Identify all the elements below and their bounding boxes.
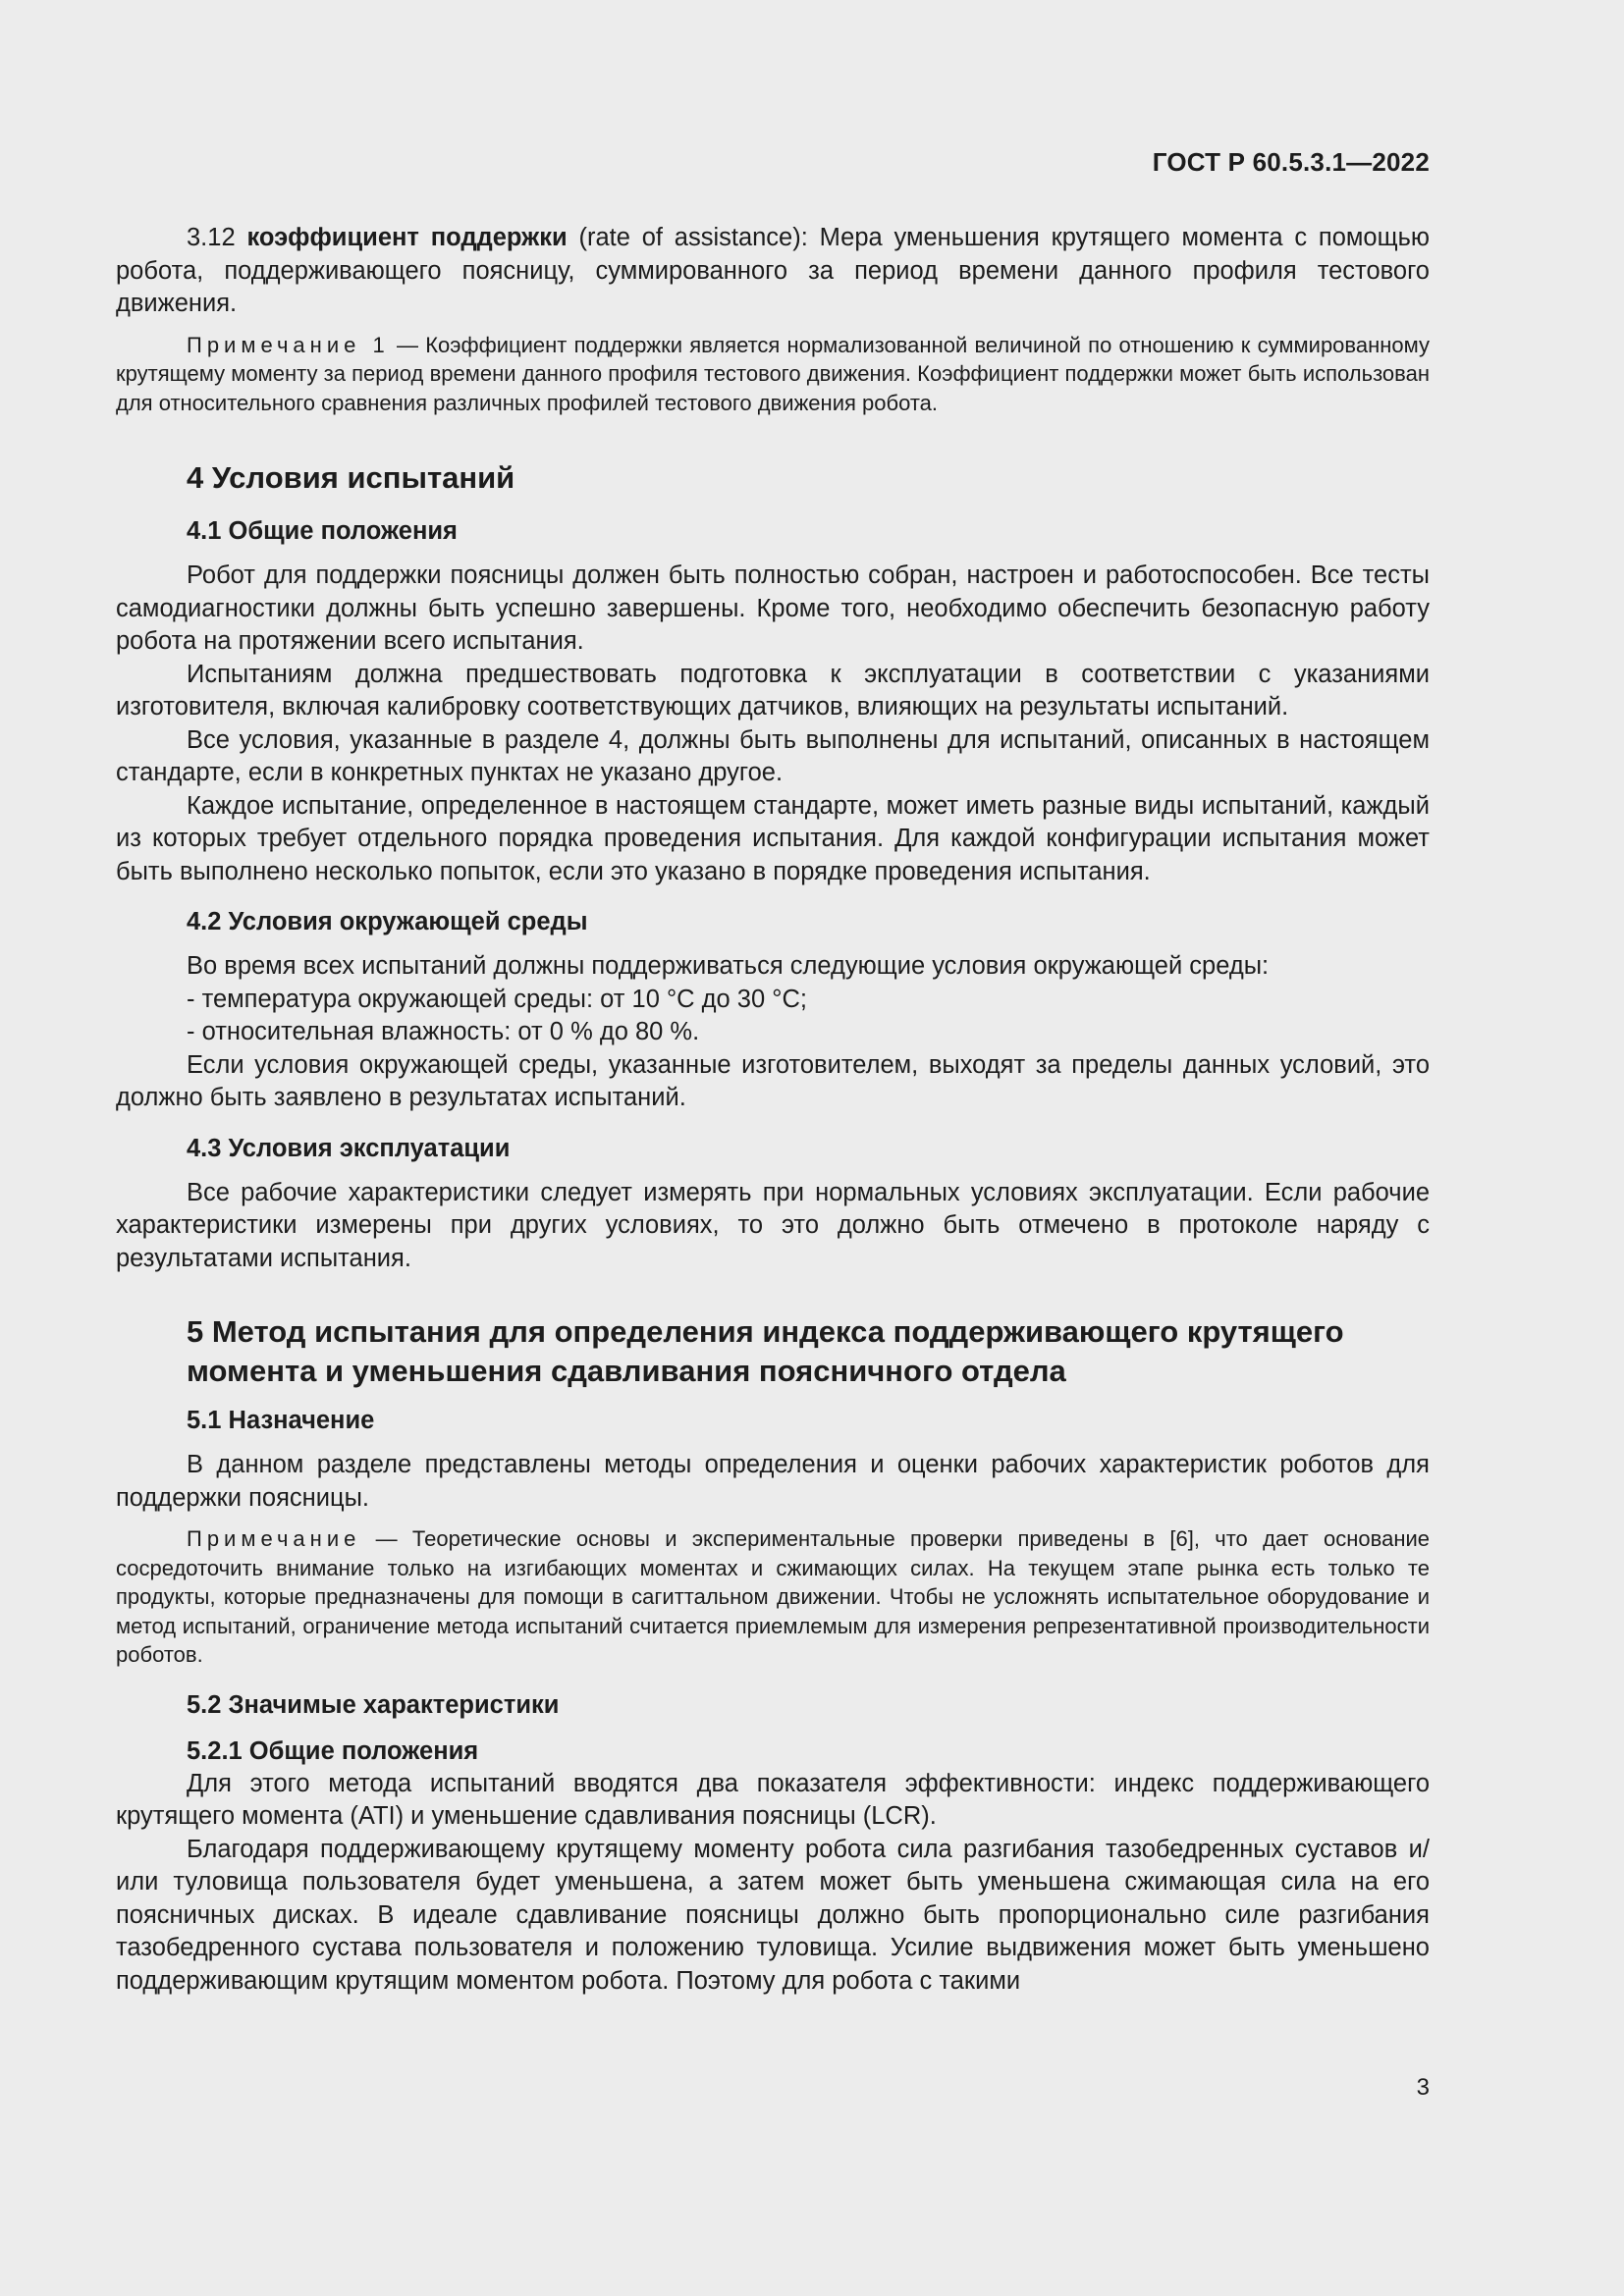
- paragraph: Во время всех испытаний должны поддерживаться следующие условия окружающей среды:: [187, 952, 1270, 980]
- section-5-1-note: [116, 1524, 1430, 1670]
- note-label: Примечание 1: [187, 332, 390, 357]
- definition-3-12: [116, 222, 1430, 321]
- section-4-3-title: 4.3 Условия эксплуатации: [187, 1134, 511, 1162]
- section-4-1-title: 4.1 Общие положения: [187, 517, 458, 545]
- section-5-2-title: 5.2 Значимые характеристики: [187, 1690, 560, 1719]
- section-4-title: 4 Условия испытаний: [187, 460, 515, 495]
- definition-term: коэффициент поддержки: [246, 224, 568, 251]
- section-5-2-1-title: 5.2.1 Общие положения: [187, 1736, 479, 1765]
- paragraph: Если условия окружающей среды, указанные изготовителем, выходят за пределы данных условий, это должно быть заявлено в результатах испытаний.: [116, 1050, 1430, 1111]
- note-label: Примечание: [187, 1526, 361, 1551]
- note-text: — Коэффициент поддержки является нормализованной величиной по отношению к суммированному крутящему моменту за период времени данного профиля тестового движения. Коэффициент поддержки может быть использован для относительного сравнения различных профилей тестового движения робота.: [116, 332, 1430, 415]
- paragraph: Для этого метода испытаний вводятся два показателя эффективности: индекс поддерживающего крутящего момента (ATI) и уменьшение сдавливания поясницы (LCR).: [116, 1769, 1430, 1830]
- paragraph: Все условия, указанные в разделе 4, должны быть выполнены для испытаний, описанных в настоящем стандарте, если в конкретных пунктах не указано другое.: [116, 725, 1430, 786]
- paragraph: Испытаниям должна предшествовать подготовка к эксплуатации в соответствии с указаниями изготовителя, включая калибровку соответствующих датчиков, влияющих на результаты испытаний.: [116, 660, 1430, 721]
- note-text: — Теоретические основы и экспериментальные проверки приведены в [6], что дает основание сосредоточить внимание только на изгибающих моментах и сжимающих силах. На текущем этапе рынка есть только те продукты, которые предназначены для помощи в сагиттальном движении. Чтобы не усложнять испытательное оборудование и метод испытаний, ограничение метода испытаний считается приемлемым для измерения репрезентативной производительности роботов.: [116, 1526, 1430, 1667]
- list-item: - относительная влажность: от 0 % до 80 %.: [187, 1018, 700, 1045]
- definition-number: 3.12: [187, 224, 236, 251]
- paragraph: Благодаря поддерживающему крутящему моменту робота сила разгибания тазобедренных суставов и/или туловища пользователя будет уменьшена, а затем может быть уменьшена сжимающая сила на его поясничных дисках. В идеале сдавливание поясницы должно быть пропорционально силе разгибания тазобедренного сустава пользователя и положению туловища. Усилие выдвижения может быть уменьшено поддерживающим крутящим моментом робота. Поэтому для робота с такими: [116, 1835, 1430, 1995]
- section-4-2-title: 4.2 Условия окружающей среды: [187, 908, 588, 935]
- paragraph: В данном разделе представлены методы определения и оценки рабочих характеристик роботов для поддержки поясницы.: [116, 1451, 1430, 1512]
- list-item: - температура окружающей среды: от 10 °С до 30 °С;: [187, 985, 807, 1013]
- definition-note: [116, 331, 1430, 418]
- section-5-title: 5 Метод испытания для определения индекса поддерживающего крутящего момента и уменьшения сдавливания поясничного отдела: [187, 1314, 1344, 1388]
- definition-text: (rate of assistance): Мера уменьшения крутящего момента с помощью робота, поддерживающего поясницу, суммированного за период времени данного профиля тестового движения.: [116, 224, 1430, 317]
- page-content: [116, 222, 1430, 1998]
- page-number: 3: [1416, 2074, 1430, 2101]
- paragraph: Все рабочие характеристики следует измерять при нормальных условиях эксплуатации. Если рабочие характеристики измерены при других условиях, то это должно быть отмечено в протоколе наряду с результатами испытания.: [116, 1178, 1430, 1272]
- paragraph: Каждое испытание, определенное в настоящем стандарте, может иметь разные виды испытаний, каждый из которых требует отдельного порядка проведения испытания. Для каждой конфигурации испытания может быть выполнено несколько попыток, если это указано в порядке проведения испытания.: [116, 791, 1430, 885]
- standard-header: ГОСТ Р 60.5.3.1—2022: [1152, 147, 1430, 177]
- paragraph: Робот для поддержки поясницы должен быть полностью собран, настроен и работоспособен. Все тесты самодиагностики должны быть успешно завершены. Кроме того, необходимо обеспечить безопасную работу робота на протяжении всего испытания.: [116, 561, 1430, 655]
- section-5-1-title: 5.1 Назначение: [187, 1407, 375, 1434]
